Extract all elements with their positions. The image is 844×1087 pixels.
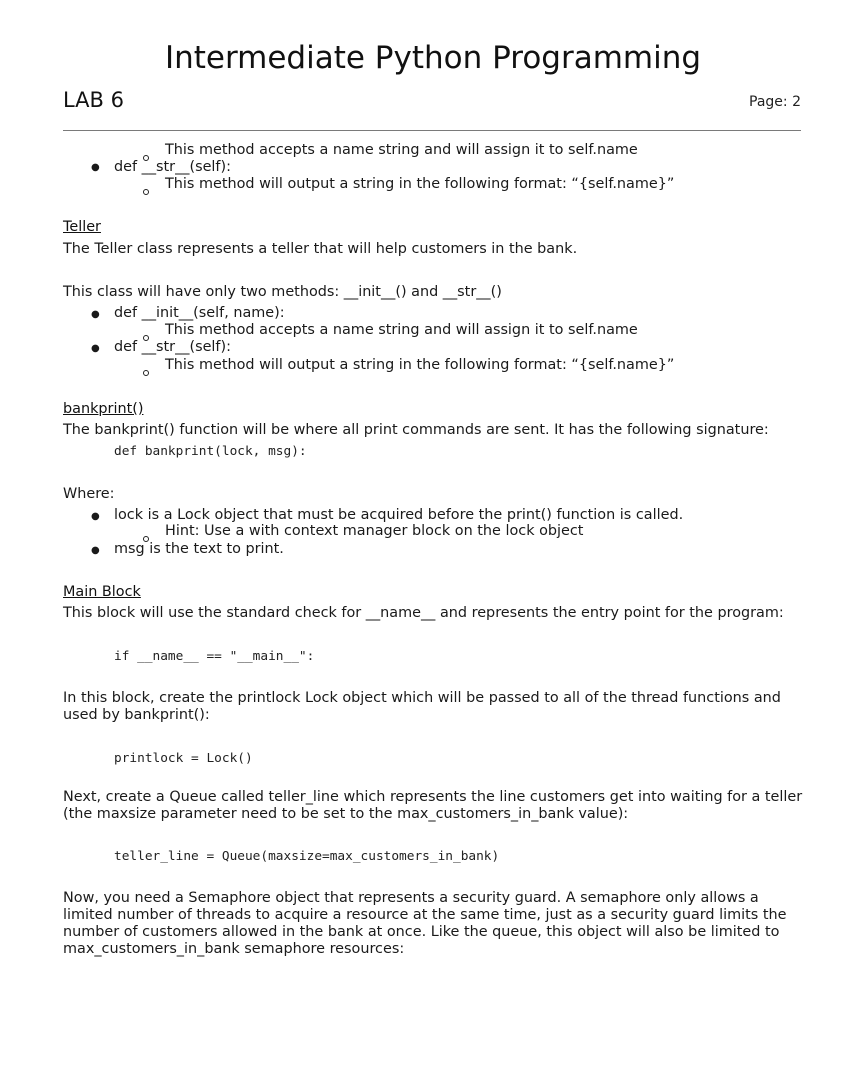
paragraph: This block will use the standard check for __name__ and represents the entry point for the program:	[63, 605, 784, 621]
list-item: def __init__(self, name):	[114, 305, 285, 321]
list-item: def __str__(self):	[114, 339, 231, 355]
code-snippet: if __name__ == "__main__":	[114, 649, 315, 664]
code-snippet: def bankprint(lock, msg):	[114, 444, 307, 459]
paragraph: The Teller class represents a teller that will help customers in the bank.	[63, 241, 578, 257]
list-item: This method will output a string in the following format: “{self.name}”	[165, 357, 675, 373]
sub-bullet-icon	[143, 189, 149, 195]
list-item: Hint: Use a with context manager block on the lock object	[165, 523, 584, 539]
paragraph: The bankprint() function will be where all print commands are sent. It has the following signature:	[63, 422, 769, 438]
document-title: Intermediate Python Programming	[164, 40, 702, 76]
list-item: This method accepts a name string and will assign it to self.name	[165, 322, 638, 338]
section-heading-bankprint: bankprint()	[63, 401, 144, 417]
list-item: lock is a Lock object that must be acquired before the print() function is called.	[114, 507, 684, 523]
list-item: msg is the text to print.	[114, 541, 284, 557]
sub-bullet-icon	[143, 370, 149, 376]
code-snippet: teller_line = Queue(maxsize=max_customers_in_bank)	[114, 849, 500, 864]
list-item: This method will output a string in the following format: “{self.name}”	[165, 176, 675, 192]
paragraph: Next, create a Queue called teller_line which represents the line customers get into waiting for a teller (the maxsize parameter need to be set to the max_customers_in_bank value):	[63, 789, 803, 822]
bullet-icon: ●	[91, 309, 100, 320]
page-number: Page: 2	[749, 94, 801, 110]
section-heading-main-block: Main Block	[63, 584, 141, 600]
section-heading-teller: Teller	[63, 219, 101, 235]
code-snippet: printlock = Lock()	[114, 751, 253, 766]
bullet-icon: ●	[91, 343, 100, 354]
paragraph: In this block, create the printlock Lock object which will be passed to all of the thread functions and used by bankprint():	[63, 690, 781, 723]
list-item: This method accepts a name string and will assign it to self.name	[165, 142, 638, 158]
bullet-icon: ●	[91, 545, 100, 556]
paragraph: Now, you need a Semaphore object that represents a security guard. A semaphore only allows a limited number of threads to acquire a resource at the same time, just as a security guard limits the number of customers allowed in the bank at once. Like the queue, this object will also be limited to max_customers_in_bank semaphore resources:	[63, 890, 787, 957]
list-item: def __str__(self):	[114, 159, 231, 175]
bullet-icon: ●	[91, 162, 100, 173]
lab-label: LAB 6	[63, 88, 124, 112]
header-divider	[63, 130, 801, 131]
bullet-icon: ●	[91, 511, 100, 522]
paragraph: This class will have only two methods: __init__() and __str__()	[63, 284, 502, 300]
paragraph: Where:	[63, 486, 115, 502]
